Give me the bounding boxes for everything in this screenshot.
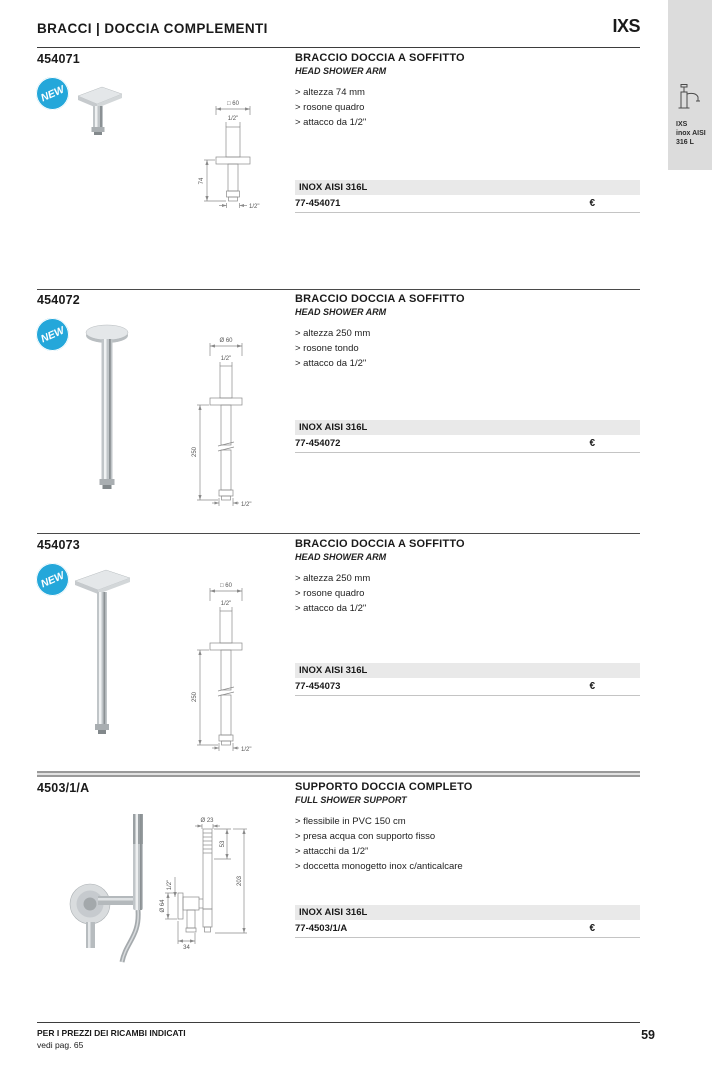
price-symbol: € — [589, 438, 595, 449]
product-title: SUPPORTO DOCCIA COMPLETO — [295, 781, 473, 793]
material-bar: INOX AISI 316L — [295, 180, 640, 195]
product-section-454072 — [0, 291, 712, 533]
order-code: 77-454073 — [295, 681, 341, 692]
product-code: 4503/1/A — [37, 781, 90, 795]
product-code: 454071 — [37, 52, 80, 66]
product-section-454073 — [0, 536, 712, 772]
product-photo — [72, 83, 127, 138]
feature-list — [295, 814, 640, 874]
product-photo — [70, 566, 136, 748]
footer-note-line1: PER I PREZZI DEI RICAMBI INDICATI — [37, 1028, 186, 1038]
price-symbol: € — [589, 198, 595, 209]
order-row — [295, 435, 640, 453]
feature-item: > attacco da 1/2" — [295, 358, 367, 369]
technical-drawing — [155, 815, 255, 955]
product-code: 454072 — [37, 293, 80, 307]
page-number: 59 — [641, 1028, 655, 1042]
new-badge — [31, 558, 75, 602]
technical-drawing — [180, 85, 290, 220]
product-title: BRACCIO DOCCIA A SOFFITTO — [295, 52, 465, 64]
footer-rule — [37, 1022, 640, 1023]
dim-conn-top: 1/2" — [227, 116, 239, 122]
side-line-3: 316 L — [676, 139, 694, 146]
feature-item: > attacchi da 1/2” — [295, 846, 369, 857]
dim-height: 250 — [192, 446, 198, 458]
feature-item: > altezza 250 mm — [295, 573, 371, 584]
feature-item: > rosone tondo — [295, 343, 359, 354]
product-subtitle: HEAD SHOWER ARM — [295, 66, 387, 76]
dim-offset: 34 — [183, 945, 190, 951]
dim-height: 74 — [199, 177, 205, 185]
dim-conn-bottom: 1/2" — [249, 204, 260, 210]
new-badge — [31, 72, 75, 116]
feature-list — [295, 571, 640, 616]
dim-conn-top: 1/2" — [220, 601, 232, 607]
feature-item: > attacco da 1/2" — [295, 603, 367, 614]
feature-item: > attacco da 1/2" — [295, 117, 367, 128]
product-subtitle: HEAD SHOWER ARM — [295, 552, 387, 562]
feature-item: > doccetta monogetto inox c/anticalcare — [295, 861, 463, 872]
section-divider — [37, 533, 640, 534]
material-bar: INOX AISI 316L — [295, 905, 640, 920]
side-line-2: inox AISI — [676, 130, 706, 137]
product-title: BRACCIO DOCCIA A SOFFITTO — [295, 538, 465, 550]
product-title: BRACCIO DOCCIA A SOFFITTO — [295, 293, 465, 305]
new-badge-label: NEW — [38, 324, 67, 345]
dim-top: □ 60 — [227, 101, 239, 107]
dim-total-length: 203 — [237, 875, 243, 887]
dim-height: 250 — [192, 691, 198, 703]
dim-conn: 1/2" — [167, 879, 173, 891]
feature-list — [295, 85, 640, 130]
feature-item: > rosone quadro — [295, 102, 365, 113]
dim-top: Ø 60 — [219, 338, 233, 344]
dim-conn-bottom: 1/2" — [241, 502, 252, 508]
order-row — [295, 195, 640, 213]
footer-note-line2: vedi pag. 65 — [37, 1040, 84, 1050]
product-photo — [84, 322, 130, 500]
product-code: 454073 — [37, 538, 80, 552]
order-row — [295, 678, 640, 696]
order-code: 77-454071 — [295, 198, 341, 209]
new-badge — [31, 313, 75, 357]
feature-item: > presa acqua con supporto fisso — [295, 831, 436, 842]
order-row — [295, 920, 640, 938]
page-title: BRACCI | DOCCIA COMPLEMENTI — [37, 21, 268, 36]
dim-head-length: 53 — [220, 840, 226, 848]
new-badge-label: NEW — [38, 83, 67, 104]
new-badge-label: NEW — [38, 569, 67, 590]
feature-item: > altezza 74 mm — [295, 87, 365, 98]
feature-list — [295, 326, 640, 371]
dim-conn-bottom: 1/2" — [241, 747, 252, 753]
product-subtitle: HEAD SHOWER ARM — [295, 307, 387, 317]
feature-item: > flessibile in PVC 150 cm — [295, 816, 406, 827]
section-divider — [37, 289, 640, 290]
price-symbol: € — [589, 681, 595, 692]
section-divider-thick — [37, 771, 640, 777]
material-bar: INOX AISI 316L — [295, 420, 640, 435]
product-subtitle: FULL SHOWER SUPPORT — [295, 795, 407, 805]
technical-drawing — [185, 575, 295, 765]
order-code: 77-454072 — [295, 438, 341, 449]
product-section-454071 — [0, 50, 712, 289]
side-line-1: IXS — [676, 121, 688, 128]
header-rule — [37, 47, 640, 48]
dim-conn-top: 1/2" — [220, 356, 232, 362]
feature-item: > rosone quadro — [295, 588, 365, 599]
product-section-4503-1-A — [0, 779, 712, 1022]
brand-logo: IXS — [612, 16, 640, 36]
dim-head-diameter: Ø 23 — [200, 818, 214, 824]
technical-drawing — [185, 330, 295, 520]
price-symbol: € — [589, 923, 595, 934]
dim-flange-diameter: Ø 64 — [160, 899, 166, 913]
dim-top: □ 60 — [220, 583, 232, 589]
feature-item: > altezza 250 mm — [295, 328, 371, 339]
order-code: 77-4503/1/A — [295, 923, 348, 934]
material-bar: INOX AISI 316L — [295, 663, 640, 678]
